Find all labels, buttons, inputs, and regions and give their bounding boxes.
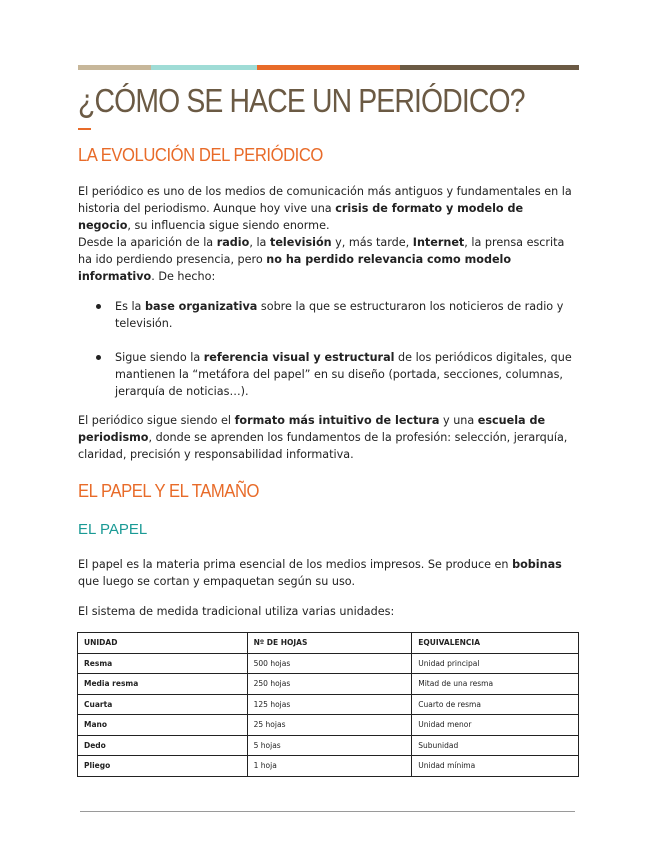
color-bar-segment [257,65,400,70]
footer-divider [80,811,575,812]
table-row [78,735,579,756]
table-row [78,694,579,715]
table-cell: Unidad principal [412,653,579,674]
paragraph: El periódico es uno de los medios de comunicación más antiguos y fundamentales en la historia del periodismo. Aunque hoy vive una crisis de formato y modelo de negocio, su influencia sigue siendo enorme. [78,185,572,232]
paragraph: El papel es la materia prima esencial de los medios impresos. Se produce en bobinas que luego se cortan y empaquetan según su uso. [78,558,562,588]
subsection-heading-papel: EL PAPEL [78,521,148,538]
section-heading-evolucion: LA EVOLUCIÓN DEL PERIÓDICO [78,144,323,165]
page-title: ¿CÓMO SE HACE UN PERIÓDICO? [78,82,525,119]
list-item-text: Sigue siendo la referencia visual y estructural de los periódicos digitales, que mantienen la “metáfora del papel” en su diseño (portada, secciones, columnas, jerarquía de noticias…). [115,351,572,398]
color-bar-segment [151,65,257,70]
table-cell: 25 hojas [247,715,412,736]
bullet-dot [96,355,101,360]
table-cell: 125 hojas [247,694,412,715]
color-bar-segment [400,65,579,70]
table-cell: Unidad mínima [412,756,579,777]
table-cell: Media resma [78,674,248,695]
table-cell: 500 hojas [247,653,412,674]
table-cell: 250 hojas [247,674,412,695]
paper-units-table [77,632,579,777]
table-cell: Dedo [78,735,248,756]
table-cell: Cuarta [78,694,248,715]
paragraph: El sistema de medida tradicional utiliza varias unidades: [78,605,395,618]
list-item-text: Es la base organizativa sobre la que se estructuraron los noticieros de radio y televisión. [115,300,564,330]
color-bar-segment [78,65,151,70]
color-bar [78,65,579,70]
table-cell: Pliego [78,756,248,777]
column-header: UNIDAD [78,633,248,654]
table-cell: Unidad menor [412,715,579,736]
bullet-dot [96,304,101,309]
section-heading-papel-tamano: EL PAPEL Y EL TAMAÑO [78,480,260,501]
table-cell: Cuarto de resma [412,694,579,715]
table-cell: 5 hojas [247,735,412,756]
paragraph: El periódico sigue siendo el formato más intuitivo de lectura y una escuela de periodismo, donde se aprenden los fundamentos de la profesión: selección, jerarquía, claridad, precisión y responsabilidad informativa. [78,414,568,461]
table-cell: Mano [78,715,248,736]
table-cell: Mitad de una resma [412,674,579,695]
table-row [78,674,579,695]
table-cell: Resma [78,653,248,674]
table-row [78,756,579,777]
table-cell: 1 hoja [247,756,412,777]
list-item [78,298,578,332]
column-header: Nº DE HOJAS [247,633,412,654]
bullet-list [78,298,578,400]
column-header: EQUIVALENCIA [412,633,579,654]
table-row [78,653,579,674]
table-header-row [78,633,579,654]
table-cell: Subunidad [412,735,579,756]
list-item [78,349,578,400]
paragraph: Desde la aparición de la radio, la televisión y, más tarde, Internet, la prensa escrita ha ido perdiendo presencia, pero no ha perdido relevancia como modelo informativo. De hecho: [78,236,565,283]
title-underline [78,128,91,130]
table-row [78,715,579,736]
